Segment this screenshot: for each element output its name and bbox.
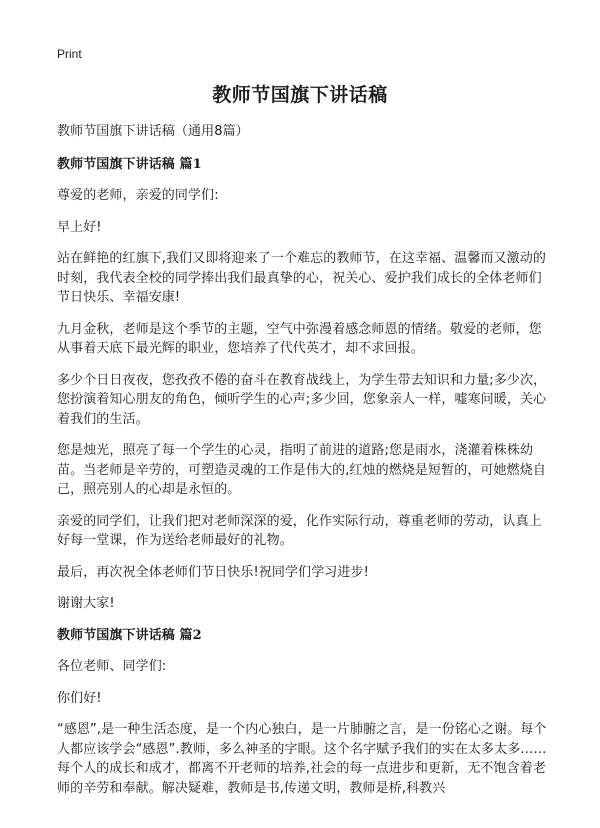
- section-heading: 教师节国旗下讲话稿 篇1: [57, 156, 202, 172]
- print-link[interactable]: Print: [57, 47, 82, 61]
- paragraph: 亲爱的同学们，让我们把对老师深深的爱，化作实际行动，尊重老师的劳动，认真上好每一堂课，作为送给老师最好的礼物。: [57, 513, 542, 548]
- paragraph: 你们好!: [57, 690, 102, 706]
- paragraph: 九月金秋，老师是这个季节的主题，空气中弥漫着感念师恩的情绪。敬爱的老师，您从事着天底下最光辉的职业，您培养了代代英才，却不求回报。: [57, 321, 542, 356]
- page-title: 教师节国旗下讲话稿: [212, 84, 388, 106]
- paragraph: 您是烛光，照亮了每一个学生的心灵，指明了前进的道路;您是雨水，浇灌着株株幼苗。当老师是辛劳的，可塑造灵魂的工作是伟大的,红烛的燃烧是短暂的，可她燃烧自己，照亮别人的心却是永恒的。: [57, 443, 546, 497]
- paragraph: 各位老师、同学们:: [57, 659, 167, 674]
- paragraph: 最后，再次祝全体老师们节日快乐!祝同学们学习进步!: [57, 564, 369, 580]
- document-subtitle: 教师节国旗下讲话稿（通用8篇）: [57, 124, 249, 139]
- paragraph: 尊爱的老师，亲爱的同学们:: [57, 188, 219, 203]
- paragraph: 谢谢大家!: [57, 596, 115, 611]
- paragraph: 早上好!: [57, 219, 102, 235]
- paragraph: 多少个日日夜夜，您孜孜不倦的奋斗在教育战线上，为学生带去知识和力量;多少次，您扮演着知心朋友的角色，倾听学生的心声;多少回，您象亲人一样，嘘寒问暖，关心着我们的生活。: [57, 372, 547, 427]
- document-body: [57, 122, 551, 810]
- section-heading: 教师节国旗下讲话稿 篇2: [57, 627, 202, 643]
- paragraph: “感恩”,是一种生活态度，是一个内心独白，是一片肺腑之言，是一份铭心之谢。每个人都应该学会“感恩”.教师，多么神圣的字眼。这个名字赋予我们的实在太多太多……每个人的成长和成才，都离不开老师的培养,社会的每一点进步和更新，无不饱含着老师的辛劳和奉献。解决疑难，教师是书,传递文明，教师是桥,科教兴: [57, 722, 547, 796]
- paragraph: 站在鲜艳的红旗下,我们又即将迎来了一个难忘的教师节，在这幸福、温馨而又激动的时刻，我代表全校的同学捧出我们最真挚的心，祝关心、爱护我们成长的全体老师们节日快乐、幸福安康!: [57, 251, 546, 305]
